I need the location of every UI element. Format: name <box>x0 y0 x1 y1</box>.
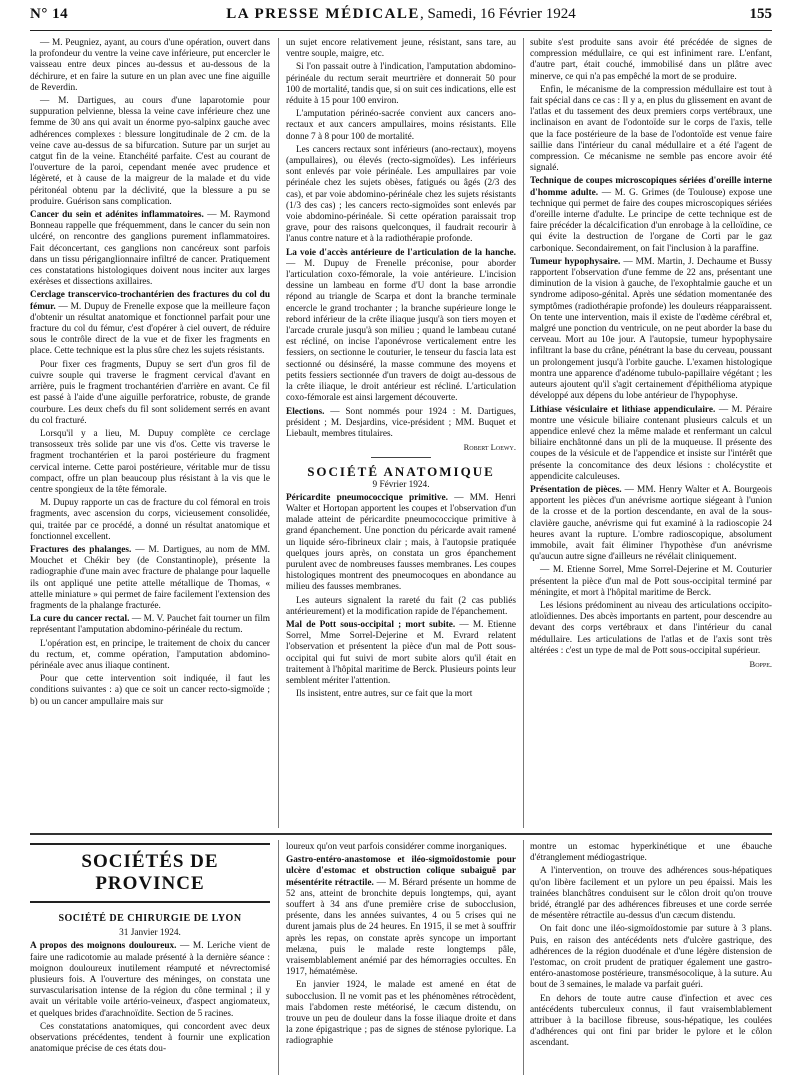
article <box>286 493 516 594</box>
paragraph: M. Dupuy rapporte un cas de fracture du col fémoral en trois fragments, avec ascension du corps, vicieusement consolidée, qui, traitée par ce procédé, a donné un résultat anatomique et fonctionnel excellent. <box>30 498 270 542</box>
paragraph: Les auteurs signalent la rareté du fait (2 cas publiés antérieurement) et la modification rapide de l'épanchement. <box>286 595 516 617</box>
article-title: Mal de Pott sous-occipital ; mort subite. <box>286 619 456 630</box>
article-text: — M. Leriche vient de faire une radicotomie au malade présenté à la dernière séance : moignon douloureux inutilement réamputé et névrectomisé plusieurs fois. A l'ouverture des méninges, on constata une survascularisation intense de la région du cône terminal ; il y avait un véritable voile artério-veineux, d'aspect angiomateux, et quelques brides d'arachnoïdite. Section de 5 racines. <box>30 941 270 1019</box>
column-3 <box>530 38 772 828</box>
article <box>30 614 270 636</box>
section-title: SOCIÉTÉ ANATOMIQUE <box>307 464 495 480</box>
paragraph: — M. Etienne Sorrel, Mme Sorrel-Dejerine et M. Couturier présentent la pièce d'un mal de Pott sous-occipital terminé par méningite, et mort à l'hôpital maritime de Berck. <box>530 565 772 598</box>
article <box>30 290 270 357</box>
article-title: La voie d'accès antérieure de l'articulation de la hanche. <box>286 247 516 258</box>
article-title: Cancer du sein et adénites inflammatoires. <box>30 210 204 221</box>
paragraph: Si l'on passait outre à l'indication, l'amputation abdomino-périnéale du rectum serait meurtrière et donnerait 50 pour 100 de mortalité, tandis que, si on suit ces indications, elle est réduite à 15 pour 100 environ. <box>286 62 516 107</box>
journal-title: LA PRESSE MÉDICALE <box>226 6 420 22</box>
article-text: — M. Bérard présente un homme de 52 ans, atteint de bronchite depuis longtemps, qui, ayant souffert à 34 ans d'une première crise de subocclusion, présente, dans les années suivantes, 4 ou 5 crises qui ne durent jamais plus de 24 heures. En 1915, il se met à souffrir après les repas, on constate après syncope un important melæna, puis le malade reste longtemps pâle, vraisemblablement anémié par des hémorragies occultes. En 1917, hématémèse. <box>286 877 516 978</box>
section-heading: SOCIÉTÉS DE PROVINCE <box>30 843 270 903</box>
article-text: — MM. Henri Walter et Hortopan apportent les coupes et l'observation d'un malade atteint de péricardite pneumococcique primitive à grand épanchement. Une ponction du péricarde avait ramené un liquide séro-fibrineux clair ; mais, à l'autopsie pratiquée quelques jours après, on constata un gros épanchement purulent avec de nombreuses fausses membranes. Les coupes histologiques montrent des pneumocoques en abondance au milieu des fausses membranes. <box>286 492 516 593</box>
article-text: — MM. Henry Walter et A. Bourgeois apportent les pièces d'un anévrisme aortique siégeant à l'union de la crosse et de la portion descendante, en aval de la sous-clavière gauche, anévrisme qui fut examiné à la radioscopie 24 heures avant la rupture. L'ombre radioscopique, absolument immobile, avait fait éliminer l'hypothèse d'un anévrisme qu'aucun autre signe d'ailleurs ne révélait cliniquement. <box>530 484 772 563</box>
paragraph: Pour que cette intervention soit indiquée, il faut les conditions suivantes : a) que ce soit un cancer recto-sigmoïde ; b) ou un cancer ampullaire mais sur <box>30 674 270 707</box>
article-text: — M. Péraire montre une vésicule biliaire contenant plusieurs calculs et un appendice enlevé chez la même malade et renfermant un calcul biliaire enchâtonné dans un pli de la muqueuse. Il présente des coupes de la vésicule et de l'appendice et insiste sur l'intérêt que présente la concomitance des deux lésions : cholécystite et appendicite calculeuses. <box>530 404 772 482</box>
article-title: Tumeur hypophysaire. <box>530 256 621 267</box>
article <box>286 855 516 978</box>
column-4 <box>30 843 270 1075</box>
column-6 <box>530 842 772 1075</box>
column-divider <box>523 38 524 828</box>
article <box>530 176 772 254</box>
article-text: — MM. Martin, J. Dechaume et Bussy rapportent l'observation d'une femme de 22 ans, présentant une diminution de la vision à gauche, de l'exophtalmie gauche et un syndrome adiposo-génital. Après une sédation momentanée des symptômes (radiothérapie profonde) les douleurs réapparaissent. On tente une intervention, mais il existe de l'œdème cérébral et, malgré une ponction du ventricule, on ne peut aborder la base du cerveau. Mort au 10e jour. A l'autopsie, tumeur hypophysaire infiltrant la base du crâne, pénétrant la base du cerveau, poussant un prolongement jusqu'à l'orbite gauche. L'examen histologique montra une apparence d'adénome tubulo-papillaire végétant ; les auteurs ajoutent qu'il s'agit certainement d'épithélioma atypique développé aux dépens du lobe antérieur de l'hypophyse. <box>530 256 772 402</box>
paragraph: montre un estomac hyperkinétique et une ébauche d'étranglement médiogastrique. <box>530 842 772 864</box>
section-divider <box>371 457 431 458</box>
article-title: Lithiase vésiculaire et lithiase appendiculaire. <box>530 404 716 415</box>
page-header <box>30 4 772 31</box>
paragraph: L'opération est, en principe, le traitement de choix du cancer du rectum, et, comme opération, l'amputation abdomino-périnéale avec anus iliaque continent. <box>30 638 270 671</box>
article-title: La cure du cancer rectal. <box>30 614 130 625</box>
article <box>286 407 516 441</box>
column-divider <box>523 840 524 1075</box>
article-title: Technique de coupes microscopiques sériées d'oreille interne d'homme adulte. <box>530 176 772 198</box>
article-text: — M. V. Pauchet fait tourner un film représentant l'amputation abdomino-périnéale du rectum. <box>30 614 270 636</box>
column-1 <box>30 38 270 828</box>
paragraph: Enfin, le mécanisme de la compression médullaire est tout à fait spécial dans ce cas : Il y a, en plus du glissement en avant de l'atlas et du tassement des deux premiers corps vertébraux, une inclinaison en avant de l'odontoïde sur le corps de l'axis, telle que la face postérieure de la base de l'odontoïde est venue faire saillie dans l'intérieur du canal médullaire et a été l'agent de compression. Ce mécanisme ne semble pas encore avoir été signalé. <box>530 84 772 174</box>
paragraph: subite s'est produite sans avoir été précédée de signes de compression médullaire, ce qui est infiniment rare. L'enfant, d'autre part, était couché, immobilisé dans un plâtre avec minerve, ce qui n'a pas empêché la mort de se produire. <box>530 38 772 82</box>
article-text: — M. Etienne Sorrel, Mme Sorrel-Dejerine et M. Evrard relatent l'observation et présentent la pièce d'un mal de Pott sous-occipital qui fut suivi de mort subite alors qu'il était en traitement à l'hôpital maritime de Berck. Plusieurs points leur semblent mériter l'attention. <box>286 619 516 686</box>
issue-number: N° 14 <box>30 6 69 22</box>
column-divider <box>278 840 279 1075</box>
paragraph: un sujet encore relativement jeune, résistant, sans tare, au ventre souple, maigre, etc. <box>286 38 516 60</box>
article <box>286 620 516 687</box>
paragraph: En dehors de toute autre cause d'infection et avec ces antécédents tuberculeux connus, il faut vraisemblablement attribuer à la bacillose fibreuse, sous-hépatique, les coulées d'adhérences qui ont fini par brider le pylore et le côlon ascendant. <box>530 993 772 1049</box>
paragraph: En janvier 1924, le malade est amené en état de subocclusion. Il ne vomit pas et les phénomènes rétrocèdent, mais l'abdomen reste météorisé, le cæcum distendu, on trouve un peu de douleur dans la fosse iliaque droite et dans la zone épigastrique ; pas de signes de sténose pylorique. La radiographie <box>286 980 516 1047</box>
paragraph: Ils insistent, entre autres, sur ce fait que la mort <box>296 689 473 700</box>
article <box>530 257 772 403</box>
column-2 <box>286 38 516 828</box>
paragraph: — M. Dartigues, au cours d'une laparotomie pour suppuration pelvienne, blessa la veine cave inférieure chez une femme de 30 ans qui avait un énorme pyo-salpinx gauche avec adhérences complexes : blessure longitudinale de 2 cm. de la veine cave au-dessus de sa bifurcation. Suture par un surjet au catgut fin de la veine. Etanchéité parfaite. C'est au courant de l'ouverture de la paroi, cependant menée avec prudence et légèreté, et à cause de la maigreur de la malade et du vide péritonéal obtenu par la déclivité, que la blessure a pu se produire. Guérison sans complication. <box>30 96 270 207</box>
paragraph: Ces constatations anatomiques, qui concordent avec deux observations précédentes, tendent à fournir une explication anatomique précise de ces états dou- <box>30 1021 270 1055</box>
article <box>30 210 270 288</box>
article-text: — M. Dartigues, au nom de MM. Mouchet et Chékir bey (de Constantinople), présente la radiographie d'une main avec fracture de phalange pour laquelle ils ont appliqué une petite attelle métallique de Thomas, « attelle miniature » qui permet de faire facilement l'extension des fragments de la phalange fracturée. <box>30 544 270 611</box>
article-title: Présentation de pièces. <box>530 484 622 495</box>
section-separator <box>30 833 772 835</box>
article <box>30 545 270 612</box>
column-5 <box>286 842 516 1075</box>
article <box>286 248 516 405</box>
signature: Robert Loewy. <box>463 442 516 453</box>
paragraph: — M. Peugniez, ayant, au cours d'une opération, ouvert dans la profondeur du ventre la veine cave inférieure, put encercler le vaisseau entre deux pinces au-dessus et au-dessous de la déchirure, et en faire la suture en un plan avec une fine aiguille de Reverdin. <box>30 38 270 93</box>
signature: Boppe. <box>749 658 772 669</box>
article-title: Elections. <box>286 406 325 417</box>
article-title: Fractures des phalanges. <box>30 544 132 555</box>
paragraph: Les cancers rectaux sont inférieurs (ano-rectaux), moyens (ampullaires), ou élevés (recto-sigmoïdes). Les inférieurs sont enlevés par voie périnéale. Les ampullaires par voie périnéale chez les sujets obèses, fatigués ou âgés (2/3 des cas), et par voie abdomino-périnéale chez les sujets résistants (1/3 des cas) ; les cancers recto-sigmoïdes sont enlevés par voie abdomino-périnéale. Si cette opération paraissait trop grave, pour des raisons quelconques, il faudrait recourir à l'anus contre nature et à la radiothérapie profonde. <box>286 144 516 245</box>
column-divider <box>278 38 279 828</box>
meeting-date: 31 Janvier 1924. <box>119 928 181 939</box>
society-title: SOCIÉTÉ DE CHIRURGIE DE LYON <box>58 913 242 924</box>
paragraph: loureux qu'on veut parfois considérer comme inorganiques. <box>286 842 507 852</box>
issue-date: , Samedi, 16 Février 1924 <box>419 6 576 22</box>
page-number: 155 <box>749 6 772 22</box>
article-text: — M. Raymond Bonneau rappelle que fréquemment, dans le cancer du sein non ulcéré, on rencontre des ganglions purement inflammatoires. Fait déconcertant, ces ganglions non cancéreux sont parfois dans un tissu périganglionnaire infiltré de cancer. Pratiquement ces constatations histologiques doivent nous inciter aux larges exérèses et dissections axillaires. <box>30 210 270 288</box>
article-title: A propos des moignons douloureux. <box>30 941 177 952</box>
paragraph: On fait donc une iléo-sigmoïdostomie par suture à 3 plans. Puis, en raison des antécédents nets d'ulcère gastrique, des adhérences de la région duodénale et d'une légère distension de l'estomac, on croit prudent de pratiquer également une gastro-entéro-anastomose postérieure, transmésocolique, à la suture. Au bout de 3 semaines, le malade va parfait guéri. <box>530 924 772 991</box>
article-title: Gastro-entéro-anastomose et iléo-sigmoïdostomie pour ulcère d'estomac et obstruction colique subaiguë par mésentérite rétractile. <box>286 855 516 888</box>
article-title: Cerclage transcervico-trochantérien des fractures du col du fémur. <box>30 290 270 312</box>
article-text: — M. G. Grimes (de Toulouse) expose une technique qui permet de faire des coupes microscopiques sériées d'oreille interne d'adulte. Le principe de cette technique est de faire précéder la décalcification d'un enrobage à la celloïdine, ce qui évite la destruction de l'organe de Corti par le gaz carbonique. Secondairement, on fait l'inclusion à la paraffine. <box>530 187 772 254</box>
paragraph: Les lésions prédominent au niveau des articulations occipito-atloïdiennes. Des abcès importants en partent, pour descendre au devant des corps vertébraux et dans l'intérieur du canal médullaire. Les articulations de l'atlas et de l'axis sont très altérées : c'est un type de mal de Pott sous-occipital supérieur. <box>530 600 772 656</box>
paragraph: Lorsqu'il y a lieu, M. Dupuy complète ce cerclage transosseux très solide par une vis d'os. Cette vis traverse le fragment trochantérien et la paroi postérieure du fragment cervical interne. Cette paroi postérieure, véritable mur de tissu compact, offre un plan beaucoup plus résistant à la vis que le centre spongieux de la tête fémorale. <box>30 428 270 495</box>
article-text: — M. Dupuy de Frenelle préconise, pour aborder l'articulation coxo-fémorale, la voie antérieure. L'incision dessine un lambeau en forme d'U dont la base arrondie répond au triangle de Scarpa et dont la branche terminale encercle le grand trochanter ; la branche supérieure longe le rebord inférieur de la crête iliaque jusqu'à son tiers moyen et l'arcade crurale jusqu'à son milieu ; quand le lambeau cutané est récliné, on incise l'aponévrose verticalement entre les fessiers, on sectionne le couturier, le tenseur du fascia lata est sectionné ou désinséré, la masse commune des moyens et petits fessiers sectionnée d'un travers de doigt au-dessous de la crête iliaque, le droit antérieur est récliné. L'articulation coxo-fémorale est ainsi largement découverte. <box>286 258 516 404</box>
article-title: Péricardite pneumococcique primitive. <box>286 492 448 503</box>
paragraph: L'amputation périnéo-sacrée convient aux cancers ano-rectaux et aux cancers ampullaires, moins résistants. Elle donne 7 à 8 pour 100 de mortalité. <box>286 109 516 142</box>
paragraph: A l'intervention, on trouve des adhérences sous-hépatiques qu'on libère facilement et un pylore un peu épaissi. Mais les trainées blanchâtres conduisent sur le côlon droit qu'on trouve bridé, étranglé par des adhérences fibreuses et une corde serrée de mésentère rétractile au-dessus d'un cæcum distendu. <box>530 866 772 922</box>
paragraph: Pour fixer ces fragments, Dupuy se sert d'un gros fil de cuivre souple qui traverse le fragment cervical d'avant en arrière, puis le fragment trochantérien d'arrière en avant. Ce fil est passé à l'aide d'une aiguille perforatrice, robuste, de grande courbure. Les deux chefs du fil sont solidement serrés en avant du col fracturé. <box>30 359 270 426</box>
article-text: — Sont nommés pour 1924 : M. Dartigues, président ; M. Desjardins, vice-président ; MM. Buquet et Liebault, membres titulaires. <box>286 406 516 439</box>
article <box>530 485 772 563</box>
article <box>530 405 772 483</box>
article <box>30 941 270 1019</box>
article-text: — M. Dupuy de Frenelle expose que la meilleure façon d'obtenir un résultat anatomique et fonctionnel parfait pour une fracture du col du fémur, c'est d'opérer à ciel ouvert, de réduire sous le contrôle direct de la vue et de fixer les fragments en place. Cette technique est la plus sûre chez les sujets résistants. <box>30 301 270 357</box>
journal-masthead <box>30 6 772 23</box>
section-date: 9 Février 1924. <box>372 479 430 490</box>
